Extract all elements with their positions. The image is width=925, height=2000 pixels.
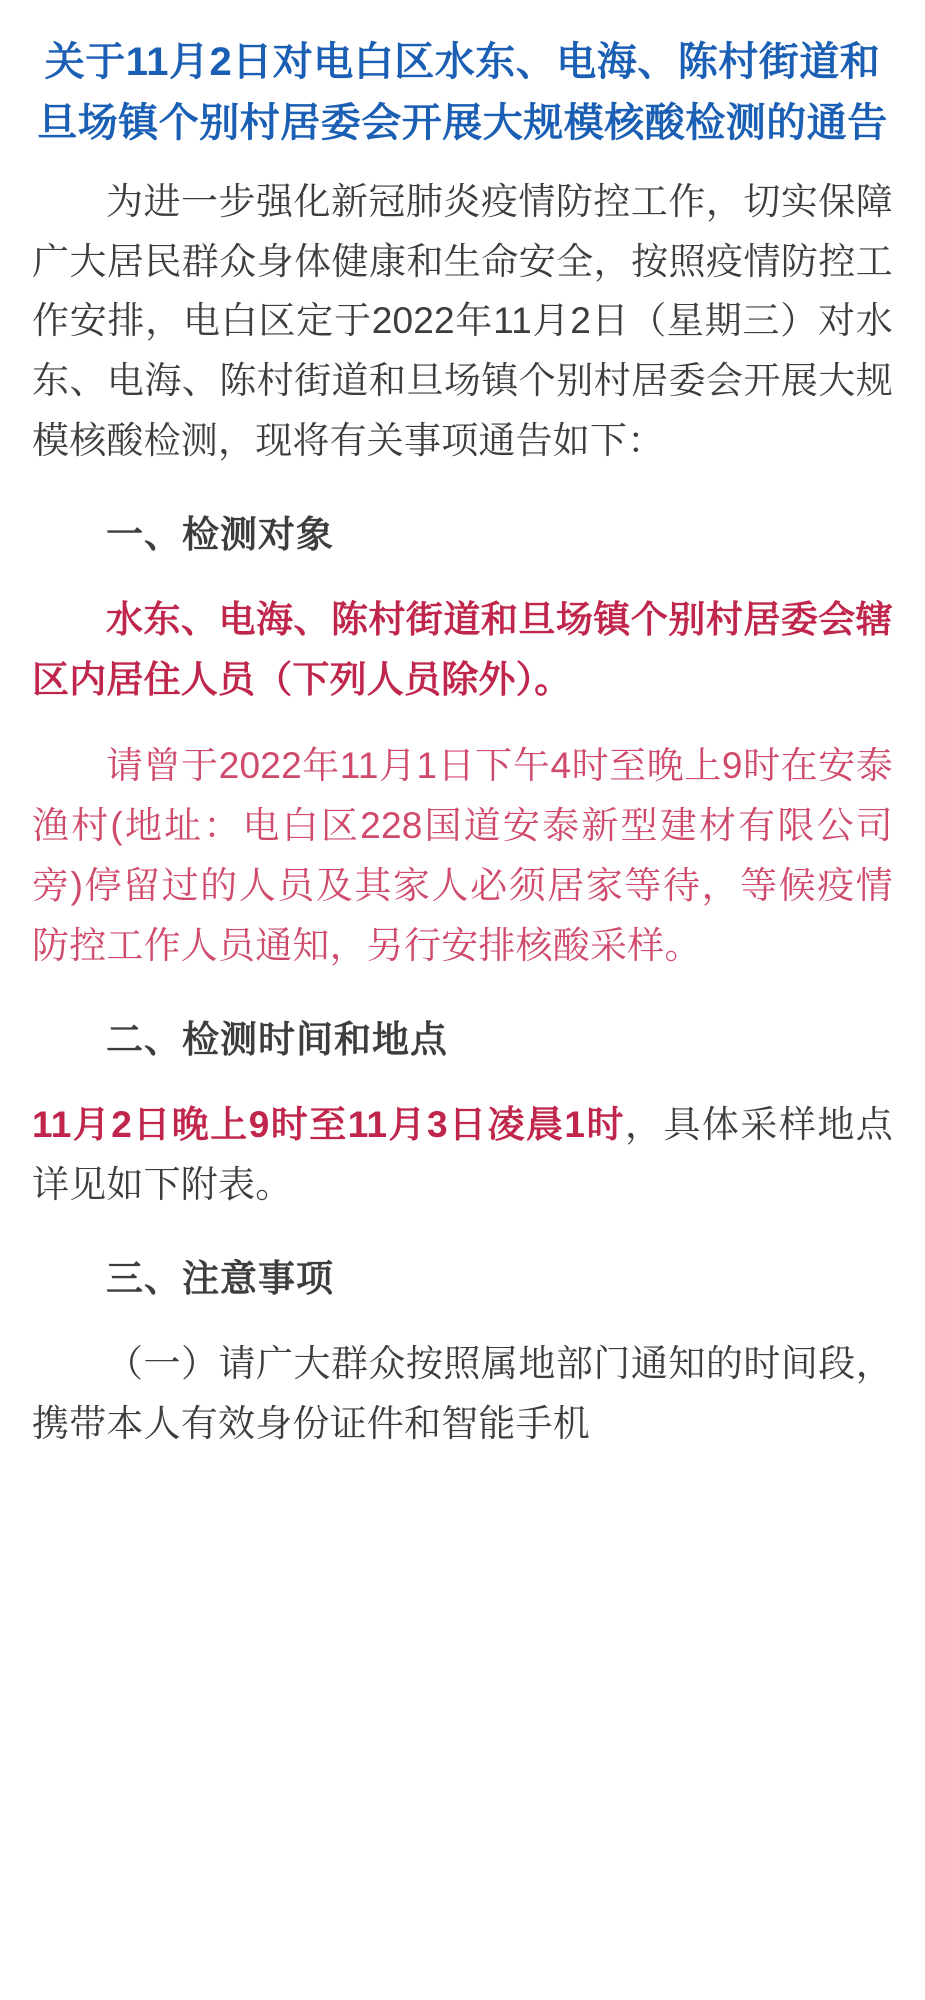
section-heading-3: 三、注意事项 <box>106 1258 334 1300</box>
section-heading-2: 二、检测时间和地点 <box>106 1019 448 1061</box>
intro-paragraph: 为进一步强化新冠肺炎疫情防控工作，切实保障广大居民群众身体健康和生命安全，按照疫情防控工作安排，电白区定于2022年11月2日（星期三）对水东、电海、陈村街道和旦场镇个别村居委会开展大规模核酸检测，现将有关事项通告如下： <box>32 180 893 462</box>
detection-time-range: 11月2日晚上9时至11月3日凌晨1时 <box>32 1104 625 1146</box>
detection-time-note: ，具体采样地点详见如下附表。 <box>32 1104 893 1206</box>
section-1-target-paragraph: 水东、电海、陈村街道和旦场镇个别村居委会辖区内居住人员（下列人员除外）。 <box>32 599 893 701</box>
document-title: 关于11月2日对电白区水东、电海、陈村街道和旦场镇个别村居委会开展大规模核酸检测的通告 <box>37 40 888 145</box>
section-1-exception-paragraph: 请曾于2022年11月1日下午4时至晚上9时在安泰渔村(地址：电白区228国道安泰新型建材有限公司旁)停留过的人员及其家人必须居家等待，等候疫情防控工作人员通知，另行安排核酸采样。 <box>32 745 893 967</box>
section-heading-1: 一、检测对象 <box>106 514 334 556</box>
section-2-time-paragraph <box>32 1095 893 1215</box>
section-3-item-1: （一）请广大群众按照属地部门通知的时间段，携带本人有效身份证件和智能手机 <box>32 1343 893 1445</box>
